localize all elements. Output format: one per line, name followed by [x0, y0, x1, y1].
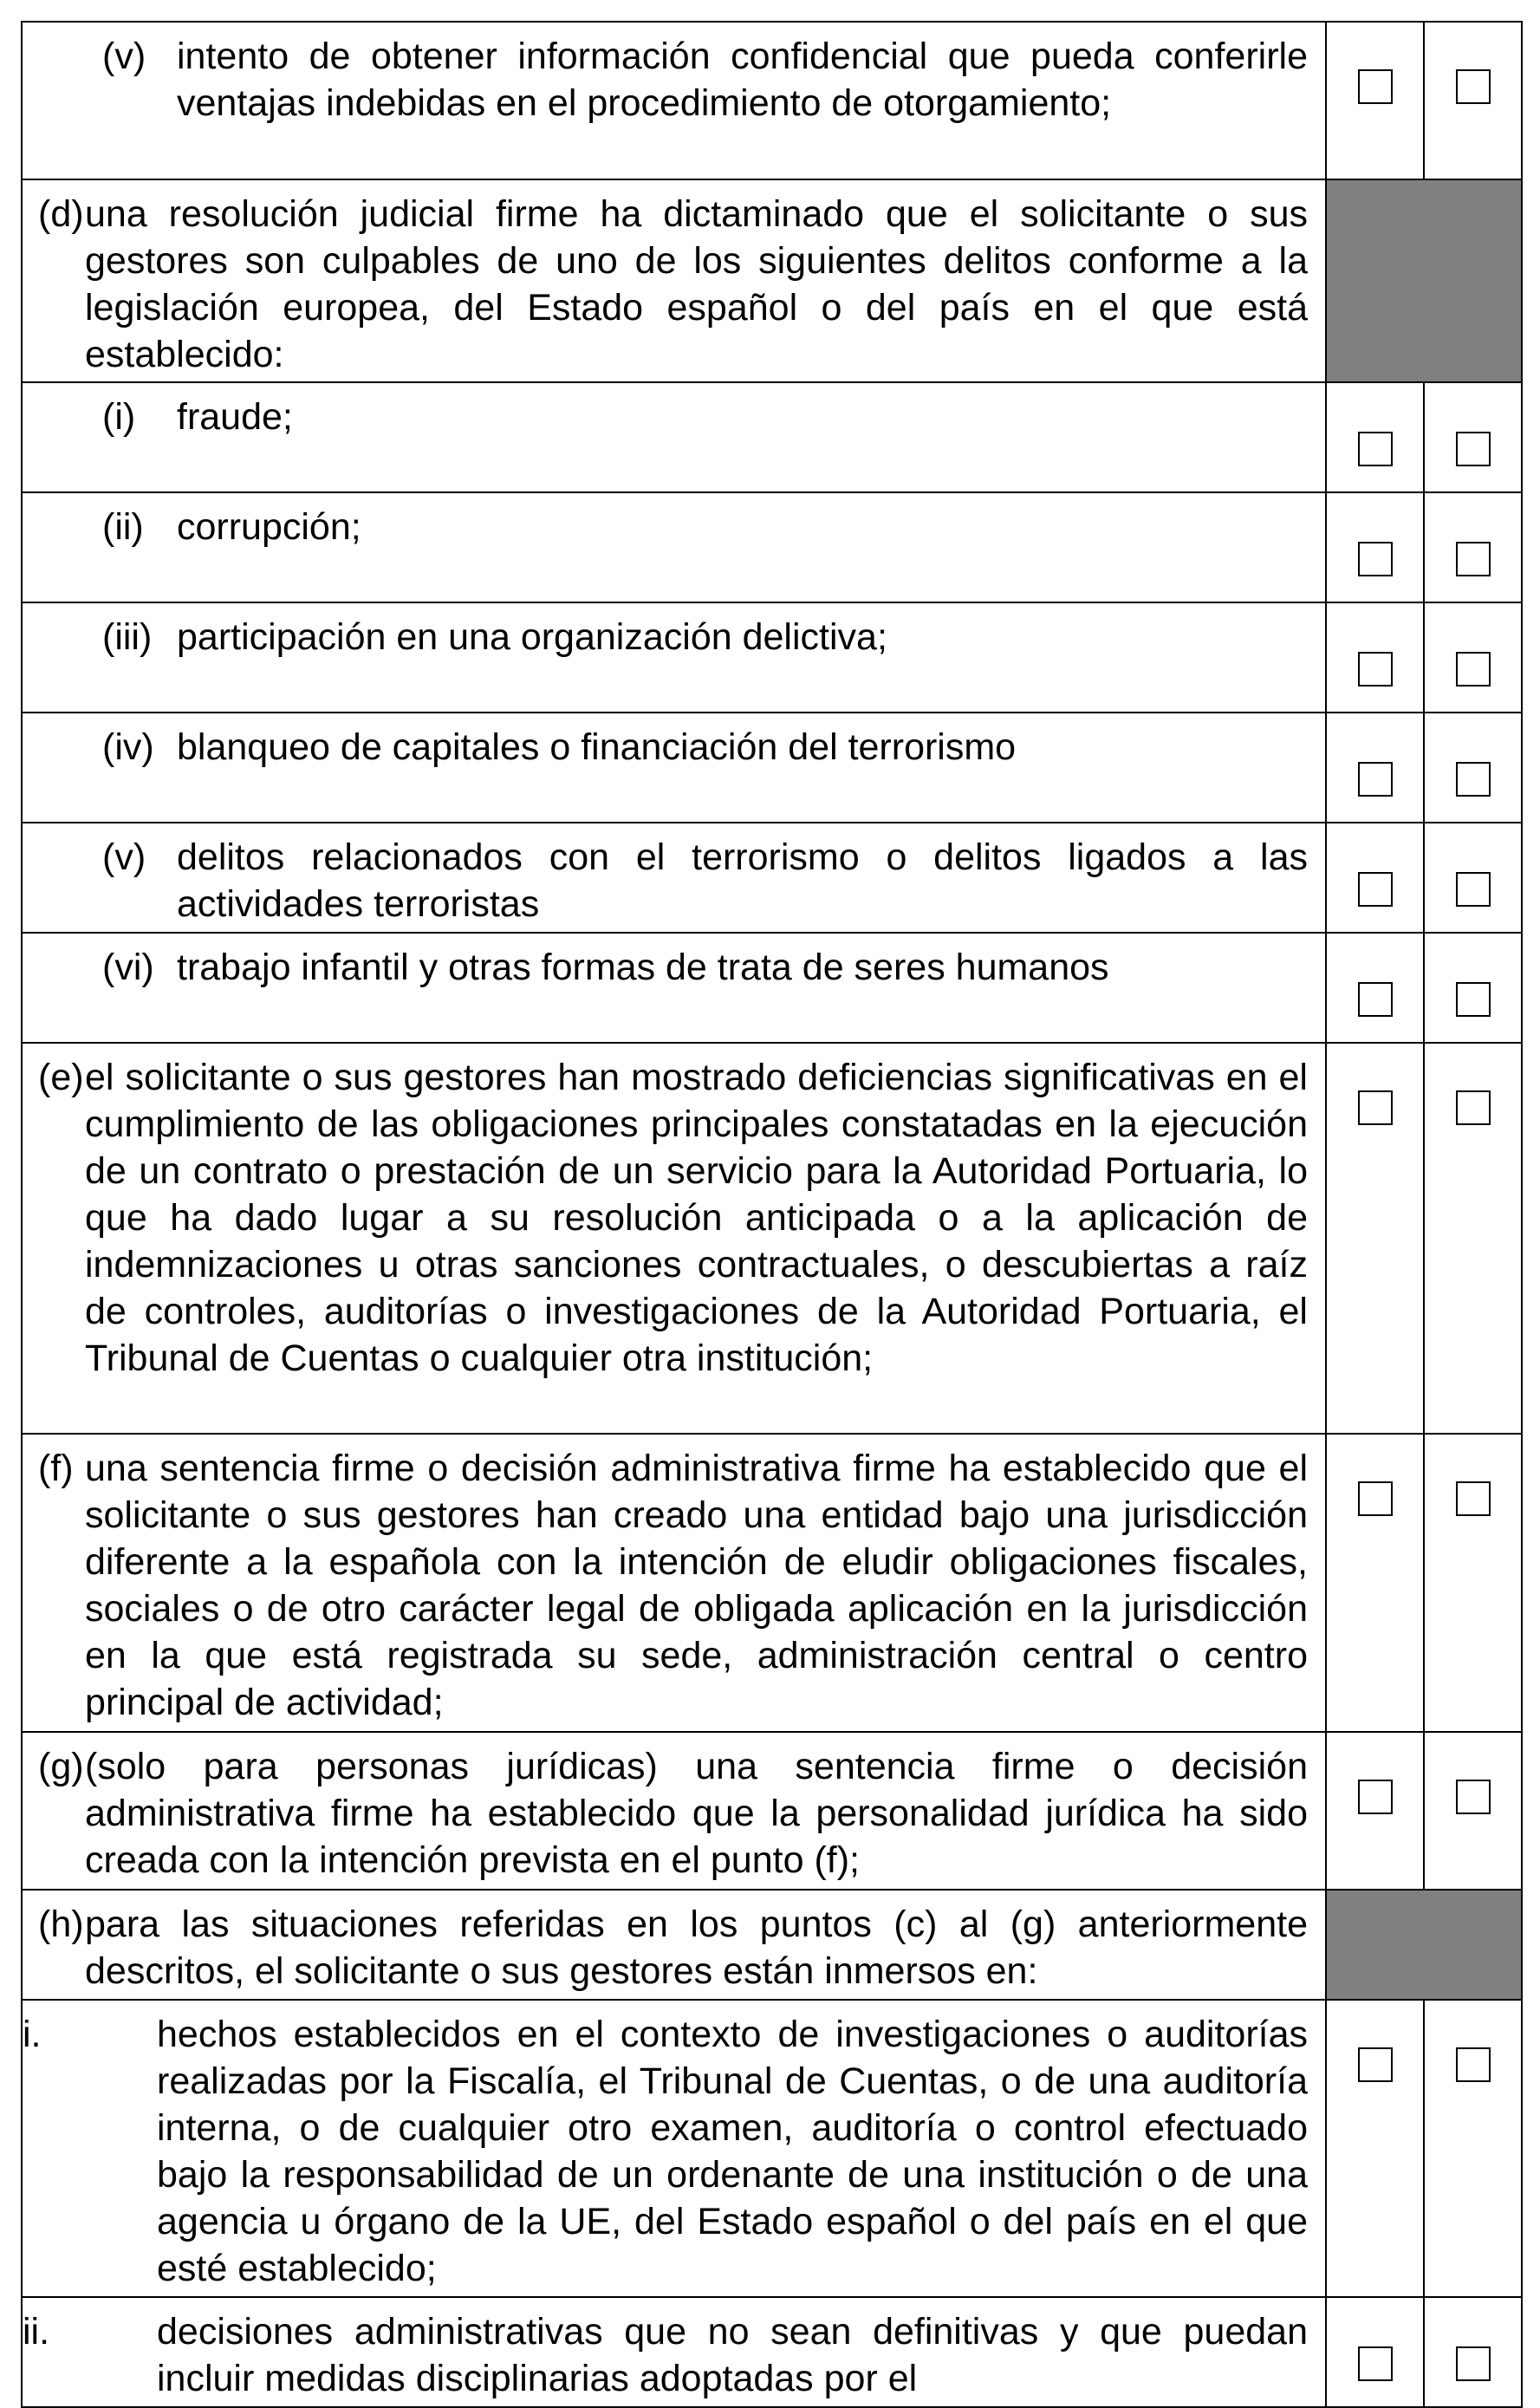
checkbox-yes[interactable] — [1358, 762, 1393, 797]
checkbox-yes[interactable] — [1358, 2346, 1393, 2381]
item-label: (g) — [38, 1746, 84, 1787]
table-row — [22, 179, 1522, 382]
checkbox-no[interactable] — [1456, 432, 1491, 466]
item-text: blanqueo de capitales o financiación del terrorismo — [177, 726, 1017, 768]
item-text: una resolución judicial firme ha dictaminado que el solicitante o sus gestores son culpables de uno de los siguientes delitos conforme a la legislación europea, del Estado español o del país en el que está establecido: — [85, 193, 1308, 375]
item-text: decisiones administrativas que no sean definitivas y que puedan incluir medidas disciplinarias adoptadas por el — [157, 2311, 1308, 2399]
table-row — [22, 823, 1522, 933]
item-label: i. — [23, 2014, 42, 2055]
table-row — [22, 2297, 1522, 2407]
shaded-cell — [1326, 179, 1522, 382]
checkbox-no[interactable] — [1456, 982, 1491, 1017]
checkbox-yes[interactable] — [1358, 1090, 1393, 1125]
checkbox-no[interactable] — [1456, 2047, 1491, 2082]
item-text: fraude; — [177, 396, 293, 438]
item-text: delitos relacionados con el terrorismo o delitos ligados a las actividades terroristas — [177, 836, 1308, 925]
checkbox-yes[interactable] — [1358, 432, 1393, 466]
checkbox-no[interactable] — [1456, 762, 1491, 797]
item-text: para las situaciones referidas en los puntos (c) al (g) anteriormente descritos, el solicitante o sus gestores están inmersos en: — [85, 1904, 1308, 1992]
checkbox-no[interactable] — [1456, 542, 1491, 576]
checkbox-yes[interactable] — [1358, 69, 1393, 104]
checkbox-no[interactable] — [1456, 1481, 1491, 1516]
item-label: (i) — [102, 396, 136, 438]
item-label: (f) — [38, 1448, 74, 1489]
checkbox-no[interactable] — [1456, 652, 1491, 687]
table-row — [22, 713, 1522, 823]
item-text: hechos establecidos en el contexto de investigaciones o auditorías realizadas por la Fiscalía, el Tribunal de Cuentas, o de una auditoría interna, o de cualquier otro examen, auditoría o control efectuado bajo la responsabilidad de un ordenante de una institución o de una agencia u órgano de la UE, del Estado español o del país en el que esté establecido; — [157, 2014, 1308, 2289]
checkbox-yes[interactable] — [1358, 2047, 1393, 2082]
item-label: (v) — [102, 36, 146, 77]
checkbox-no[interactable] — [1456, 1780, 1491, 1814]
table-row — [22, 1732, 1522, 1890]
item-text: corrupción; — [177, 506, 361, 548]
table-row — [22, 1434, 1522, 1732]
checkbox-yes[interactable] — [1358, 1780, 1393, 1814]
checkbox-no[interactable] — [1456, 69, 1491, 104]
item-text: el solicitante o sus gestores han mostrado deficiencias significativas en el cumplimiento de las obligaciones principales constatadas en la ejecución de un contrato o prestación de un servicio para la Autoridad Portuaria, lo que ha dado lugar a su resolución anticipada o a la aplicación de indemnizaciones u otras sanciones contractuales, o descubiertas a raíz de controles, auditorías o investigaciones de la Autoridad Portuaria, el Tribunal de Cuentas o cualquier otra institución; — [85, 1057, 1308, 1379]
table-row — [22, 382, 1522, 492]
item-label: ii. — [23, 2311, 50, 2353]
item-text: una sentencia firme o decisión administrativa firme ha establecido que el solicitante o sus gestores han creado una entidad bajo una jurisdicción diferente a la española con la intención de eludir obligaciones fiscales, sociales o de otro carácter legal de obligada aplicación en la jurisdicción en la que está registrada su sede, administración central o centro principal de actividad; — [85, 1448, 1308, 1723]
item-text: trabajo infantil y otras formas de trata de seres humanos — [177, 947, 1109, 988]
table-row — [22, 1890, 1522, 2000]
item-label: (h) — [38, 1904, 84, 1945]
table-row — [22, 933, 1522, 1043]
checkbox-yes[interactable] — [1358, 872, 1393, 907]
item-text: participación en una organización delictiva; — [177, 616, 887, 658]
checkbox-yes[interactable] — [1358, 1481, 1393, 1516]
checkbox-no[interactable] — [1456, 872, 1491, 907]
table-row — [22, 492, 1522, 602]
item-label: (ii) — [102, 506, 144, 548]
checkbox-no[interactable] — [1456, 1090, 1491, 1125]
item-label: (e) — [38, 1057, 84, 1098]
table-row — [22, 1043, 1522, 1434]
table-row — [22, 2000, 1522, 2297]
item-text: intento de obtener información confidencial que pueda conferirle ventajas indebidas en el procedimiento de otorgamiento; — [177, 36, 1308, 124]
item-label: (iii) — [102, 616, 153, 658]
item-label: (d) — [38, 193, 84, 235]
checkbox-no[interactable] — [1456, 2346, 1491, 2381]
table-row — [22, 602, 1522, 713]
item-label: (iv) — [102, 726, 154, 768]
item-text: (solo para personas jurídicas) una sentencia firme o decisión administrativa firme ha establecido que la personalidad jurídica ha sido creada con la intención prevista en el punto (f); — [85, 1746, 1308, 1881]
declaration-table — [21, 21, 1523, 2408]
table-row — [22, 22, 1522, 179]
shaded-cell — [1326, 1890, 1522, 2000]
checkbox-yes[interactable] — [1358, 542, 1393, 576]
checkbox-yes[interactable] — [1358, 982, 1393, 1017]
item-label: (v) — [102, 836, 146, 878]
checkbox-yes[interactable] — [1358, 652, 1393, 687]
item-label: (vi) — [102, 947, 154, 988]
